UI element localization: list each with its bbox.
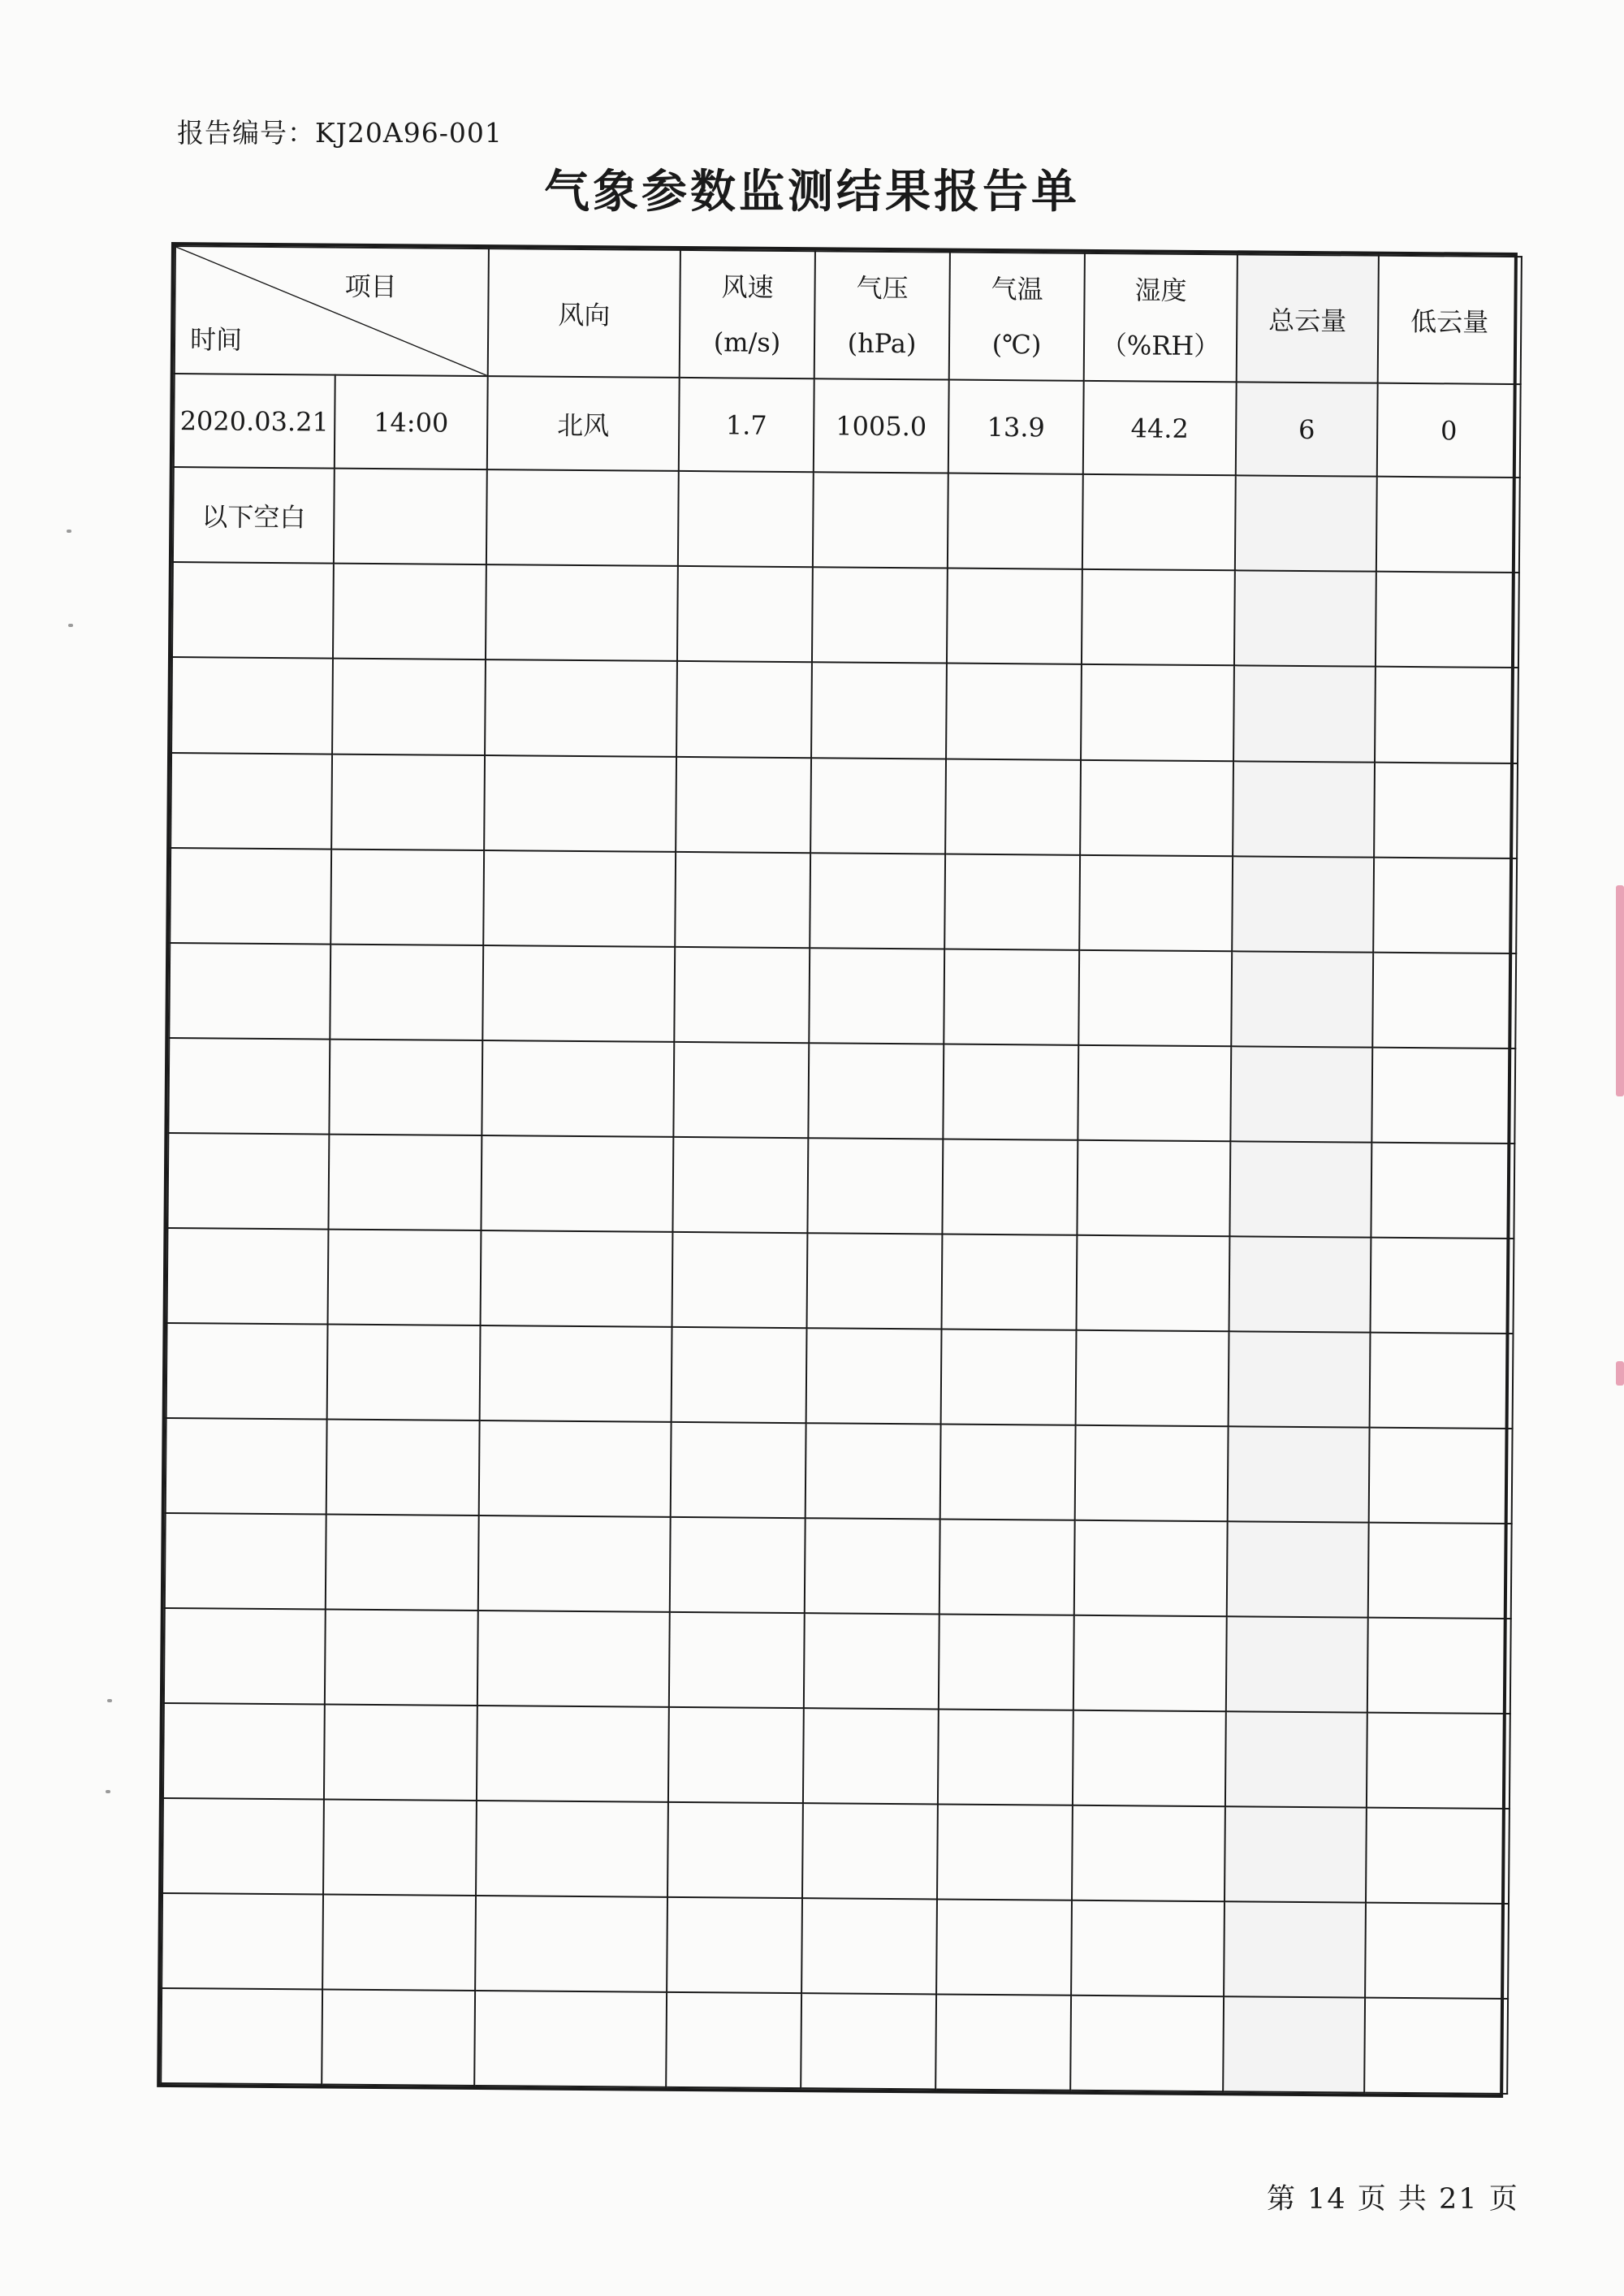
table-row — [171, 753, 1518, 858]
empty-cell — [1073, 1615, 1227, 1712]
empty-cell — [171, 753, 332, 850]
empty-cell — [1076, 1330, 1229, 1426]
table-row — [173, 467, 1520, 573]
table-row — [162, 1798, 1510, 1904]
empty-cell — [675, 851, 810, 947]
empty-cell — [330, 849, 484, 945]
empty-cell — [167, 1133, 329, 1230]
empty-cell — [1073, 1710, 1226, 1807]
header-pressure-unit: (hPa) — [847, 327, 917, 359]
empty-cell — [1082, 474, 1236, 571]
empty-cell — [1080, 759, 1233, 856]
empty-cell — [164, 1608, 326, 1705]
empty-cell — [1373, 857, 1517, 953]
empty-cell — [1376, 477, 1520, 573]
table-row — [163, 1703, 1510, 1809]
empty-cell — [1367, 1617, 1511, 1713]
empty-cell — [1369, 1427, 1513, 1523]
empty-cell — [1079, 854, 1233, 951]
empty-cell — [667, 1897, 802, 1993]
header-temperature — [949, 253, 1085, 382]
empty-cell — [1368, 1522, 1512, 1618]
empty-cell — [1234, 571, 1376, 667]
empty-cell — [1223, 1996, 1365, 2092]
empty-cell — [326, 1514, 479, 1611]
empty-cell — [666, 1992, 801, 2088]
empty-cell — [672, 1137, 808, 1233]
empty-cell — [667, 1802, 803, 1898]
cell-pressure: 1005.0 — [814, 379, 949, 473]
empty-cell — [161, 1988, 322, 2085]
empty-cell — [1082, 569, 1235, 666]
empty-cell — [1078, 949, 1232, 1046]
empty-cell — [1225, 1711, 1367, 1807]
table-row — [171, 657, 1518, 763]
empty-cell — [481, 1230, 673, 1327]
empty-cell — [946, 664, 1082, 759]
empty-cell — [806, 1423, 941, 1519]
empty-cell — [162, 1893, 323, 1990]
table-header-row — [175, 246, 1522, 384]
empty-cell — [1364, 1998, 1508, 2094]
empty-cell — [334, 469, 487, 565]
empty-cell — [941, 1329, 1077, 1425]
empty-cell — [475, 1896, 667, 1992]
header-wind-speed — [680, 250, 815, 379]
table-row — [166, 1323, 1514, 1429]
report-number: 报告编号：KJ20A96-001 — [177, 117, 503, 149]
empty-cell — [166, 1418, 327, 1515]
meteorological-table — [160, 245, 1522, 2095]
empty-cell — [669, 1612, 805, 1708]
empty-cell — [1371, 1142, 1514, 1238]
empty-cell — [1227, 1521, 1369, 1617]
table-row — [174, 374, 1521, 478]
empty-cell — [1229, 1141, 1371, 1237]
cell-humidity: 44.2 — [1083, 381, 1237, 475]
header-humidity-name: 湿度 — [1134, 275, 1187, 306]
cell-temperature: 13.9 — [948, 380, 1084, 474]
table-row — [172, 562, 1519, 668]
table-row — [170, 848, 1517, 953]
empty-cell — [807, 1138, 943, 1234]
empty-cell — [1229, 1331, 1371, 1427]
blank-note-cell: 以下空白 — [173, 467, 335, 564]
empty-cell — [170, 848, 331, 945]
empty-cell — [1226, 1616, 1368, 1712]
empty-cell — [674, 946, 810, 1042]
empty-cell — [1371, 1237, 1514, 1333]
empty-cell — [944, 949, 1079, 1044]
table-row — [169, 943, 1516, 1049]
empty-cell — [1374, 762, 1518, 858]
scan-speck — [106, 1790, 110, 1793]
empty-cell — [948, 473, 1083, 569]
empty-cell — [1228, 1426, 1370, 1522]
empty-cell — [1366, 1807, 1510, 1903]
empty-cell — [811, 663, 947, 759]
empty-cell — [163, 1703, 325, 1800]
empty-cell — [168, 1038, 330, 1135]
empty-cell — [810, 758, 946, 854]
empty-cell — [935, 1994, 1071, 2090]
header-humidity-unit: （%RH） — [1100, 329, 1220, 361]
empty-cell — [483, 850, 676, 947]
scan-speck — [67, 530, 71, 533]
empty-cell — [668, 1707, 804, 1803]
empty-cell — [942, 1234, 1078, 1330]
empty-cell — [1070, 1995, 1224, 2092]
empty-cell — [801, 1993, 936, 2089]
empty-cell — [1235, 476, 1377, 572]
scan-speck — [107, 1699, 112, 1702]
table-row — [162, 1893, 1509, 1999]
empty-cell — [1232, 856, 1374, 952]
cell-wind-direction: 北风 — [487, 376, 680, 471]
corner-header-cell — [175, 246, 489, 376]
empty-cell — [331, 754, 485, 850]
empty-cell — [808, 1043, 944, 1139]
cell-low-cloud: 0 — [1377, 383, 1521, 478]
empty-cell — [937, 1804, 1073, 1900]
empty-cell — [940, 1424, 1076, 1520]
header-pressure-name: 气压 — [856, 272, 909, 304]
empty-cell — [1230, 1046, 1372, 1142]
empty-cell — [805, 1518, 940, 1614]
empty-cell — [936, 1899, 1072, 1995]
empty-cell — [813, 473, 948, 569]
empty-cell — [322, 1894, 476, 1991]
empty-cell — [672, 1232, 808, 1328]
empty-cell — [1376, 572, 1519, 668]
empty-cell — [482, 1040, 674, 1137]
empty-cell — [803, 1708, 939, 1804]
empty-cell — [945, 759, 1081, 854]
empty-cell — [484, 755, 676, 852]
empty-cell — [1372, 952, 1516, 1048]
header-pressure — [814, 251, 950, 380]
empty-cell — [670, 1517, 806, 1613]
empty-cell — [330, 944, 483, 1040]
empty-cell — [809, 948, 944, 1044]
table-row — [164, 1608, 1511, 1714]
empty-cell — [1371, 1047, 1515, 1143]
corner-time-label: 时间 — [189, 324, 243, 357]
empty-cell — [678, 471, 814, 567]
empty-cell — [810, 853, 945, 949]
header-wind-speed-unit: (m/s) — [713, 326, 781, 358]
empty-cell — [1075, 1425, 1229, 1522]
header-total-cloud: 总云量 — [1237, 254, 1379, 383]
header-wind-speed-name: 风速 — [721, 271, 774, 303]
empty-cell — [329, 1039, 482, 1135]
empty-cell — [172, 562, 334, 659]
empty-cell — [481, 1135, 673, 1232]
empty-cell — [672, 1327, 807, 1423]
empty-cell — [1370, 1332, 1514, 1428]
table-row — [165, 1513, 1512, 1619]
empty-cell — [476, 1801, 668, 1897]
empty-cell — [332, 659, 486, 755]
cell-date: 2020.03.21 — [174, 374, 335, 469]
empty-cell — [324, 1704, 477, 1801]
empty-cell — [676, 661, 812, 757]
empty-cell — [1224, 1806, 1367, 1902]
empty-cell — [1231, 951, 1373, 1047]
empty-cell — [322, 1989, 475, 2086]
empty-cell — [486, 564, 678, 661]
header-wind-direction: 风向 — [488, 249, 680, 378]
empty-cell — [167, 1228, 329, 1325]
empty-cell — [327, 1324, 481, 1420]
empty-cell — [478, 1516, 671, 1612]
empty-cell — [802, 1803, 938, 1899]
empty-cell — [482, 945, 675, 1042]
header-temperature-unit: (℃) — [991, 328, 1042, 361]
empty-cell — [479, 1420, 672, 1517]
empty-cell — [166, 1323, 328, 1420]
cell-wind-speed: 1.7 — [679, 378, 814, 472]
empty-cell — [1074, 1520, 1228, 1617]
table-row — [167, 1228, 1514, 1334]
empty-cell — [938, 1709, 1073, 1805]
empty-cell — [807, 1233, 943, 1329]
corner-item-label: 项目 — [344, 270, 397, 303]
meteorological-table-frame — [157, 242, 1518, 2098]
empty-cell — [328, 1134, 482, 1230]
empty-cell — [671, 1422, 806, 1518]
header-low-cloud: 低云量 — [1378, 256, 1522, 385]
empty-cell — [474, 1991, 667, 2087]
empty-cell — [673, 1041, 809, 1137]
table-row — [168, 1038, 1515, 1144]
document-title: 气象参数监测结果报告单 — [544, 166, 1080, 218]
empty-cell — [333, 564, 486, 660]
empty-cell — [1077, 1139, 1230, 1236]
table-row — [161, 1988, 1508, 2094]
empty-cell — [169, 943, 330, 1040]
empty-cell — [939, 1519, 1075, 1615]
empty-cell — [480, 1325, 672, 1422]
empty-cell — [677, 566, 813, 662]
header-humidity — [1084, 253, 1237, 383]
empty-cell — [1365, 1902, 1509, 1998]
page-number: 第 14 页 共 21 页 — [1267, 2183, 1519, 2216]
empty-cell — [943, 1044, 1078, 1139]
empty-cell — [485, 660, 677, 757]
empty-cell — [676, 756, 811, 852]
empty-cell — [1078, 1044, 1231, 1141]
empty-cell — [804, 1613, 939, 1709]
empty-cell — [947, 569, 1082, 664]
header-temperature-name: 气温 — [991, 273, 1043, 305]
empty-cell — [1077, 1234, 1230, 1331]
empty-cell — [162, 1798, 324, 1895]
empty-cell — [1224, 1901, 1366, 1997]
empty-cell — [1081, 664, 1234, 761]
empty-cell — [812, 568, 948, 664]
empty-cell — [1375, 667, 1518, 763]
empty-cell — [326, 1419, 480, 1516]
empty-cell — [806, 1328, 942, 1424]
cell-total-cloud: 6 — [1236, 383, 1378, 477]
empty-cell — [477, 1706, 669, 1802]
empty-cell — [323, 1799, 477, 1896]
empty-cell — [477, 1611, 670, 1707]
empty-cell — [939, 1614, 1074, 1710]
empty-cell — [1233, 761, 1375, 857]
empty-cell — [171, 657, 333, 754]
stamp-edge-mark — [1616, 1361, 1624, 1386]
table-row — [166, 1418, 1513, 1524]
empty-cell — [328, 1229, 482, 1325]
stamp-edge-mark — [1616, 885, 1624, 1096]
empty-cell — [801, 1898, 937, 1994]
empty-cell — [486, 469, 679, 566]
empty-cell — [944, 854, 1080, 949]
cell-time: 14:00 — [335, 375, 488, 469]
empty-cell — [1367, 1712, 1510, 1808]
empty-cell — [942, 1139, 1078, 1234]
empty-cell — [1229, 1236, 1371, 1332]
scan-speck — [68, 624, 73, 627]
empty-cell — [1233, 666, 1376, 762]
empty-cell — [1072, 1805, 1225, 1902]
empty-cell — [1071, 1900, 1224, 1997]
table-row — [167, 1133, 1514, 1239]
empty-cell — [325, 1609, 478, 1706]
empty-cell — [165, 1513, 326, 1610]
